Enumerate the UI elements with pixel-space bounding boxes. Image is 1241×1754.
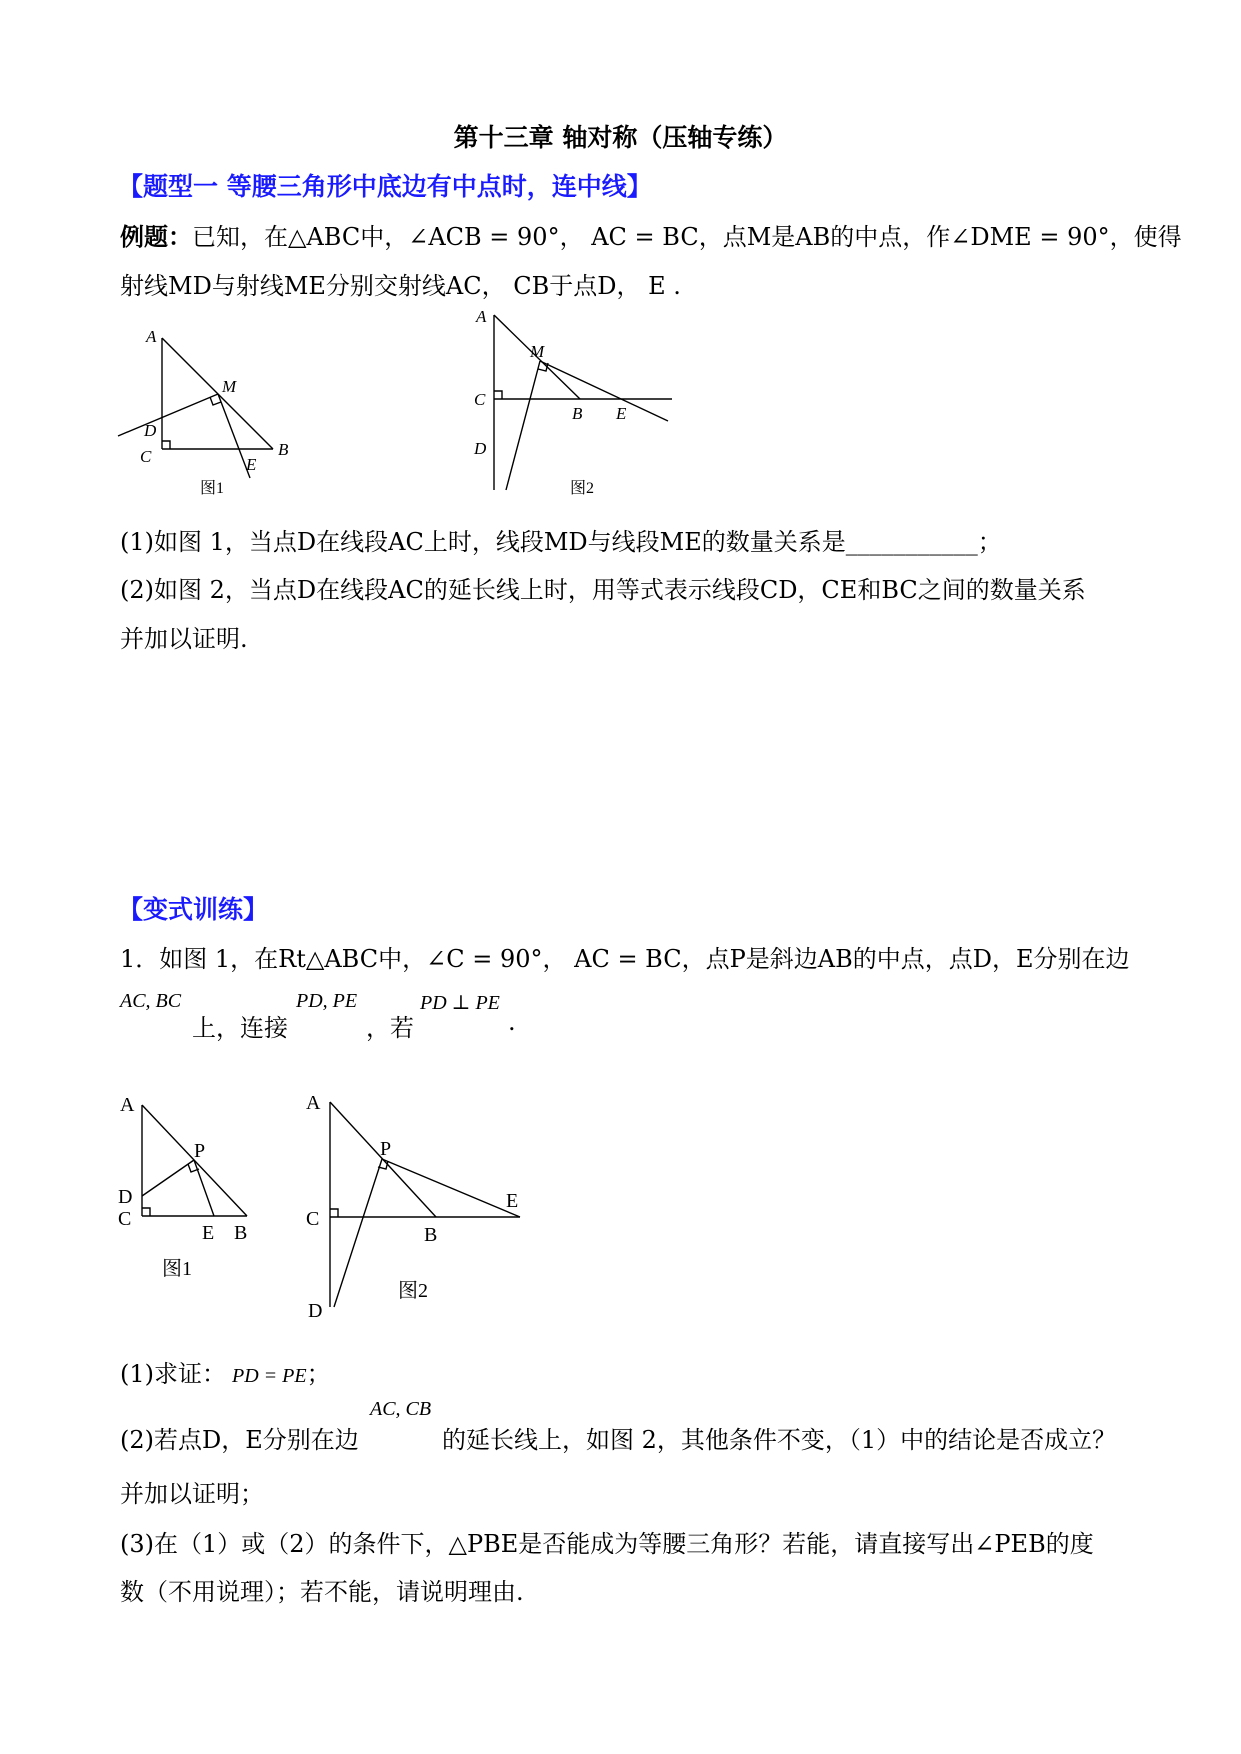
section-heading-variant: 【变式训练】 <box>118 895 269 924</box>
example-text-1: 已知，在△ABC中，∠ACB = 90°， AC = BC，点M是AB的中点，作∠DME = 90°，使得 <box>192 223 1182 251</box>
sub2-text-b: 的延长线上，如图 2，其他条件不变，（1）中的结论是否成立？ <box>442 1426 1117 1454</box>
math-ac-bc: AC, BC <box>120 990 182 1012</box>
question-2-line-1: (2)如图 2，当点D在线段AC的延长线上时，用等式表示线段CD，CE和BC之间的数量关系 <box>120 576 1086 604</box>
page-title: 第十三章 轴对称（压轴专练） <box>453 123 788 152</box>
fig3-label-c: C <box>118 1208 132 1230</box>
sub2-text-a: (2)若点D，E分别在边 <box>120 1426 359 1454</box>
fig3-caption: 图1 <box>162 1258 192 1280</box>
fig4-label-a: A <box>306 1092 321 1114</box>
example-figure-2 <box>460 305 680 505</box>
text-period: . <box>508 1008 516 1036</box>
sub-question-2-line-1 <box>120 1398 1120 1454</box>
fig3-label-a: A <box>120 1094 135 1116</box>
fig1-caption: 图1 <box>200 480 225 497</box>
fig3-label-p: P <box>194 1140 206 1162</box>
sub1-end: ； <box>306 1360 331 1388</box>
question-2-line-2: 并加以证明. <box>120 625 248 653</box>
sub2-math: AC, CB <box>370 1398 432 1420</box>
sub1-text: (1)求证： <box>120 1360 226 1388</box>
exercise-1-line-1: 1．如图 1，在Rt△ABC中，∠C = 90°， AC = BC，点P是斜边AB的中点，点D，E分别在边 <box>120 945 1130 973</box>
fig2-label-c: C <box>474 390 486 409</box>
fig2-label-m: M <box>530 342 545 361</box>
fig2-caption: 图2 <box>570 480 595 497</box>
fig4-label-e: E <box>506 1190 519 1212</box>
fig1-label-c: C <box>140 447 152 466</box>
sub-question-2-line-2: 并加以证明； <box>120 1480 264 1508</box>
section-heading-type-1: 【题型一 等腰三角形中底边有中点时，连中线】 <box>118 172 652 201</box>
fig4-caption: 图2 <box>398 1280 428 1302</box>
text-if: ，若 <box>366 1014 414 1042</box>
sub-question-3-line-2: 数（不用说理）；若不能，请说明理由. <box>120 1578 524 1606</box>
fig1-label-a: A <box>146 327 157 346</box>
fig2-label-e: E <box>616 404 627 423</box>
fig1-label-b: B <box>278 440 289 459</box>
exercise-1-line-2 <box>120 990 580 1040</box>
variant-figure-2 <box>300 1085 540 1325</box>
fig2-label-a: A <box>476 307 487 326</box>
fig1-label-d: D <box>144 421 157 440</box>
example-figure-1 <box>110 320 310 500</box>
fig3-label-d: D <box>118 1186 133 1208</box>
fig4-label-d: D <box>308 1300 323 1322</box>
fig4-label-c: C <box>306 1208 320 1230</box>
fig4-label-b: B <box>424 1224 438 1246</box>
sub-question-1 <box>120 1354 331 1389</box>
question-1: (1)如图 1，当点D在线段AC上时，线段MD与线段ME的数量关系是___________； <box>120 528 1002 556</box>
example-line-2: 射线MD与射线ME分别交射线AC， CB于点D， E . <box>120 272 681 300</box>
example-label: 例题： <box>120 222 192 251</box>
fig3-label-b: B <box>234 1222 248 1244</box>
example-line-1 <box>120 217 1182 252</box>
fig3-label-e: E <box>202 1222 215 1244</box>
math-pd-perp-pe: PD ⊥ PE <box>420 992 500 1014</box>
fig1-label-e: E <box>246 455 257 474</box>
sub1-math: PD = PE <box>232 1365 307 1387</box>
text-connect: 上，连接 <box>192 1014 288 1042</box>
fig1-label-m: M <box>222 377 237 396</box>
sub-question-3-line-1: (3)在（1）或（2）的条件下，△PBE是否能成为等腰三角形？若能，请直接写出∠PEB的度 <box>120 1530 1094 1558</box>
math-pd-pe: PD, PE <box>296 990 358 1012</box>
fig4-label-p: P <box>380 1138 392 1160</box>
variant-figure-1 <box>110 1085 270 1285</box>
fig2-label-b: B <box>572 404 583 423</box>
fig2-label-d: D <box>474 439 487 458</box>
